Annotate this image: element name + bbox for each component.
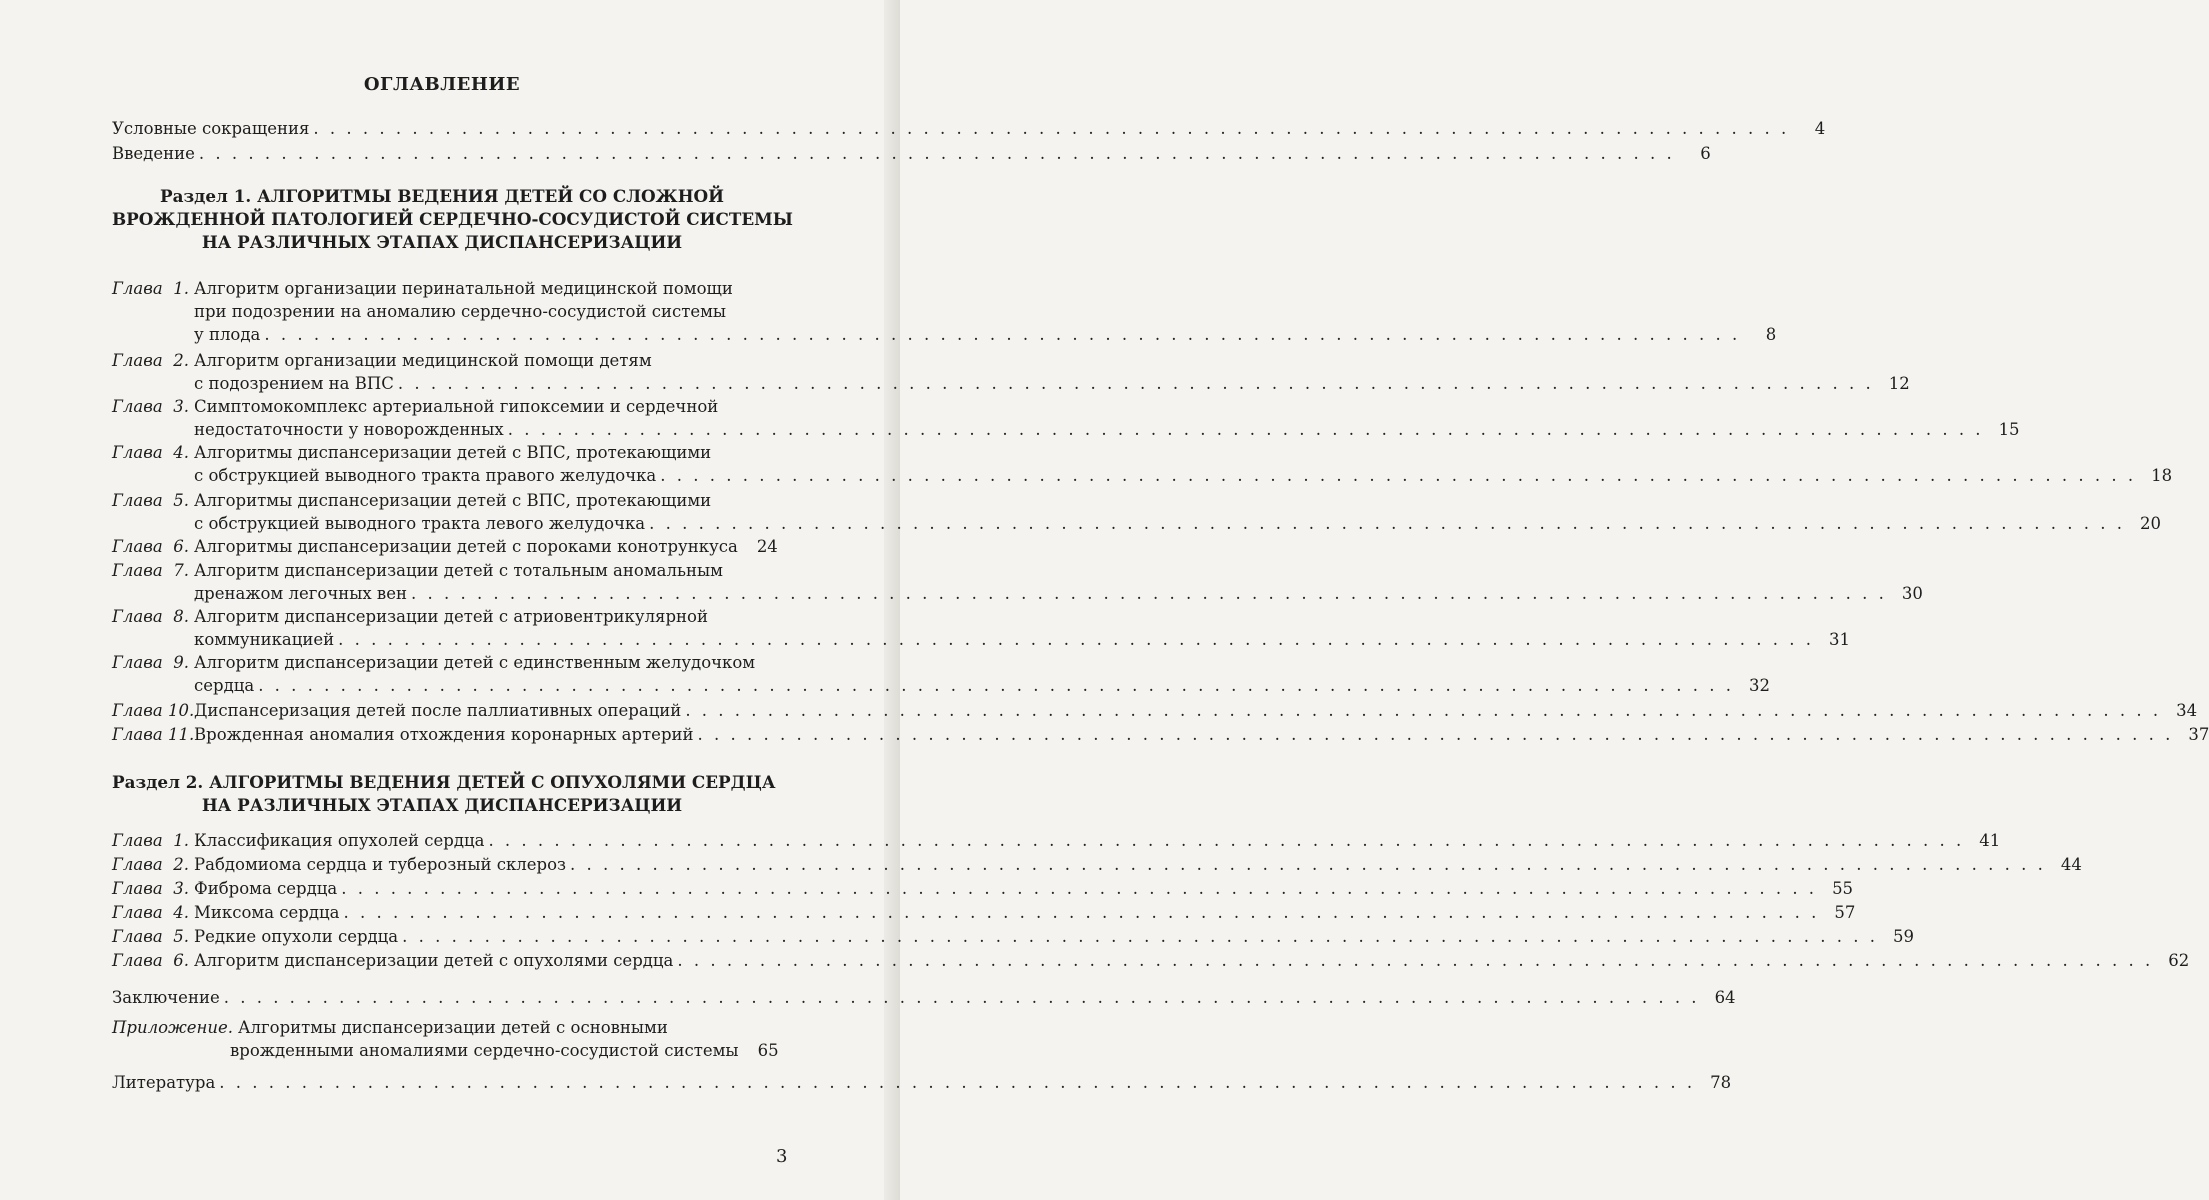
dot-leader: . . . . . . . . . . . . . . . . . . . . . . . . . . . . . . . . . . . . . . . . . . . . . . . . . . . . . . . . . . . . . . . . . . . . . . . . . . . . . . . . . . . . . . . . . .	[697, 725, 2174, 744]
toc-entry-line	[112, 301, 772, 323]
section-heading-line: ВРОЖДЕННОЙ ПАТОЛОГИЕЙ СЕРДЕЧНО-СОСУДИСТОЙ СИСТЕМЫ	[112, 209, 793, 229]
entry-title: с обструкцией выводного тракта правого желудочка	[194, 466, 657, 485]
dot-leader: . . . . . . . . . . . . . . . . . . . . . . . . . . . . . . . . . . . . . . . . . . . . . . . . . . . . . . . . . . . . . . . . . . . . . . . . . . . . . . . . . . . . . . . . . .	[219, 1073, 1696, 1092]
chapter-label: Глава 11.	[112, 725, 195, 744]
chapter-label: Глава 5.	[112, 927, 189, 946]
toc-entry-line	[112, 278, 772, 300]
entry-page-number: 12	[1888, 374, 1910, 393]
dot-leader: . . . . . . . . . . . . . . . . . . . . . . . . . . . . . . . . . . . . . . . . . . . . . . . . . . . . . . . . . . . . . . . . . . . . . . . . . . . . . . . . . . . . . . . . . .	[397, 374, 1874, 393]
dot-leader: . . . . . . . . . . . . . . . . . . . . . . . . . . . . . . . . . . . . . . . . . . . . . . . . . . . . . . . . . . . . . . . . . . . . . . . . . . . . . . . . . . . . . . . . . .	[264, 325, 1741, 344]
dot-leader: . . . . . . . . . . . . . . . . . . . . . . . . . . . . . . . . . . . . . . . . . . . . . . . . . . . . . . . . . . . . . . . . . . . . . . . . . . . . . . . . . . . . . . . . . .	[570, 855, 2046, 874]
toc-entry-line	[112, 606, 772, 628]
entry-title: Миксома сердца	[194, 903, 340, 922]
dot-leader: . . . . . . . . . . . . . . . . . . . . . . . . . . . . . . . . . . . . . . . . . . . . . . . . . . . . . . . . . . . . . . . . . . . . . . . . . . . . . . . . . . . . . . . . . .	[649, 514, 2125, 533]
toc-entry	[112, 675, 1771, 697]
entry-page-number: 57	[1834, 903, 1856, 922]
entry-title: Классификация опухолей сердца	[194, 831, 485, 850]
entry-title: недостаточности у новорожденных	[194, 420, 504, 439]
toc-entry-line	[112, 560, 772, 582]
entry-page-number: 37	[2188, 725, 2209, 744]
entry-title: Алгоритм диспансеризации детей с единственным желудочком	[194, 653, 756, 672]
entry-title: Заключение	[112, 988, 220, 1007]
toc-entry	[112, 536, 778, 558]
entry-page-number: 31	[1828, 630, 1850, 649]
dot-leader: . . . . . . . . . . . . . . . . . . . . . . . . . . . . . . . . . . . . . . . . . . . . . . . . . . . . . . . . . . . . . . . . . . . . . . . . . . . . . . . . . . . . . . . . . .	[341, 879, 1818, 898]
entry-title: с обструкцией выводного тракта левого желудочка	[194, 514, 646, 533]
entry-title: сердца	[194, 676, 255, 695]
entry-page-number: 62	[2168, 951, 2190, 970]
dot-leader: . . . . . . . . . . . . . . . . . . . . . . . . . . . . . . . . . . . . . . . . . . . . . . . . . . . . . . . . . . . . . . . . . . . . . . . . . . . . . . . . . . . . . . . . . .	[338, 630, 1814, 649]
toc-entry	[112, 902, 1856, 924]
toc-entry	[112, 143, 1711, 165]
entry-page-number: 44	[2060, 855, 2082, 874]
entry-title: Редкие опухоли сердца	[194, 927, 399, 946]
dot-leader: . . . . . . . . . . . . . . . . . . . . . . . . . . . . . . . . . . . . . . . . . . . . . . . . . . . . . . . . . . . . . . . . . . . . . . . . . . . . . . . . . . . . . . . . . .	[198, 144, 1675, 163]
entry-title: при подозрении на аномалию сердечно-сосудистой системы	[194, 302, 727, 321]
toc-entry	[112, 629, 1850, 651]
entry-title: Фиброма сердца	[194, 879, 338, 898]
dot-leader: . . . . . . . . . . . . . . . . . . . . . . . . . . . . . . . . . . . . . . . . . . . . . . . . . . . . . . . . . . . . . . . . . . . . . . . . . . . . . . . . . . . . . . . . . .	[660, 466, 2137, 485]
entry-page-number: 64	[1714, 988, 1736, 1007]
entry-page-number: 34	[2176, 701, 2198, 720]
entry-title: Алгоритм диспансеризации детей с атриовентрикулярной	[194, 607, 708, 626]
toc-entry	[112, 926, 1914, 948]
entry-page-number: 24	[756, 537, 778, 556]
entry-title: у плода	[194, 325, 261, 344]
chapter-label: Глава 4.	[112, 903, 189, 922]
toc-entry	[112, 513, 2161, 535]
toc-entry	[112, 1072, 1732, 1094]
chapter-label: Глава 1.	[112, 279, 189, 298]
entry-page-number: 20	[2139, 514, 2161, 533]
entry-title: Условные сокращения	[112, 119, 310, 138]
entry-title: Алгоритмы диспансеризации детей с пороками конотрункуса	[194, 537, 738, 556]
toc-entry	[112, 118, 1826, 140]
chapter-label: Глава 7.	[112, 561, 189, 580]
toc-entry	[112, 878, 1854, 900]
toc-entry	[112, 950, 2190, 972]
entry-title: Алгоритмы диспансеризации детей с основными	[238, 1018, 668, 1037]
chapter-label: Глава 3.	[112, 879, 189, 898]
section-heading-line: Раздел 2. АЛГОРИТМЫ ВЕДЕНИЯ ДЕТЕЙ С ОПУХОЛЯМИ СЕРДЦА	[112, 772, 776, 792]
dot-leader: . . . . . . . . . . . . . . . . . . . . . . . . . . . . . . . . . . . . . . . . . . . . . . . . . . . . . . . . . . . . . . . . . . . . . . . . . . . . . . . . . . . . . . . . . .	[677, 951, 2154, 970]
entry-page-number: 55	[1832, 879, 1854, 898]
entry-title: Алгоритмы диспансеризации детей с ВПС, протекающими	[194, 491, 712, 510]
entry-page-number: 41	[1979, 831, 2001, 850]
entry-page-number: 59	[1892, 927, 1914, 946]
chapter-label: Глава 1.	[112, 831, 189, 850]
dot-leader: . . . . . . . . . . . . . . . . . . . . . . . . . . . . . . . . . . . . . . . . . . . . . . . . . . . . . . . . . . . . . . . . . . . . . . . . . . . . . . . . . . . . . . . . . .	[313, 119, 1790, 138]
toc-entry-line	[112, 396, 772, 418]
toc-entry-line	[112, 490, 772, 512]
toc-entry-line	[112, 652, 772, 674]
entry-page-number: 78	[1710, 1073, 1732, 1092]
section-heading	[112, 185, 793, 254]
chapter-label: Глава 9.	[112, 653, 189, 672]
entry-page-number: 6	[1700, 144, 1711, 163]
entry-page-number: 4	[1814, 119, 1826, 138]
entry-title: Алгоритмы диспансеризации детей с ВПС, протекающими	[194, 443, 712, 462]
entry-title: Алгоритм организации перинатальной медицинской помощи	[194, 279, 733, 298]
chapter-label: Глава 8.	[112, 607, 189, 626]
entry-page-number: 30	[1901, 584, 1923, 603]
entry-title: Алгоритм диспансеризации детей с тотальным аномальным	[194, 561, 723, 580]
entry-title: Алгоритм организации медицинской помощи детям	[194, 351, 652, 370]
section-heading-line: НА РАЗЛИЧНЫХ ЭТАПАХ ДИСПАНСЕРИЗАЦИИ	[201, 232, 683, 252]
entry-title: дренажом легочных вен	[194, 584, 407, 603]
entry-title: Литература	[112, 1073, 216, 1092]
section-heading-line: Раздел 1. АЛГОРИТМЫ ВЕДЕНИЯ ДЕТЕЙ СО СЛОЖНОЙ	[159, 186, 725, 206]
entry-page-number: 65	[757, 1041, 779, 1060]
entry-title: Симптомокомплекс артериальной гипоксемии и сердечной	[194, 397, 719, 416]
chapter-label: Глава 2.	[112, 855, 189, 874]
toc-entry	[112, 419, 2020, 441]
chapter-label: Глава 4.	[112, 443, 189, 462]
toc-entry	[112, 700, 2198, 722]
toc-entry	[112, 1040, 779, 1062]
dot-leader: . . . . . . . . . . . . . . . . . . . . . . . . . . . . . . . . . . . . . . . . . . . . . . . . . . . . . . . . . . . . . . . . . . . . . . . . . . . . . . . . . . . . . . . . . .	[685, 701, 2162, 720]
chapter-label: Глава 6.	[112, 951, 189, 970]
entry-page-number: 15	[1998, 420, 2020, 439]
entry-title: Введение	[112, 144, 195, 163]
dot-leader: . . . . . . . . . . . . . . . . . . . . . . . . . . . . . . . . . . . . . . . . . . . . . . . . . . . . . . . . . . . . . . . . . . . . . . . . . . . . . . . . . . . . . . . . . .	[410, 584, 1887, 603]
chapter-label: Глава 10.	[112, 701, 195, 720]
dot-leader: . . . . . . . . . . . . . . . . . . . . . . . . . . . . . . . . . . . . . . . . . . . . . . . . . . . . . . . . . . . . . . . . . . . . . . . . . . . . . . . . . . . . . . . . . .	[488, 831, 1965, 850]
chapter-label: Глава 6.	[112, 537, 189, 556]
dot-leader: . . . . . . . . . . . . . . . . . . . . . . . . . . . . . . . . . . . . . . . . . . . . . . . . . . . . . . . . . . . . . . . . . . . . . . . . . . . . . . . . . . . . . . . . . .	[223, 988, 1700, 1007]
entry-title: Алгоритм диспансеризации детей с опухолями сердца	[194, 951, 674, 970]
toc-entry	[112, 583, 1923, 605]
section-heading-line: НА РАЗЛИЧНЫХ ЭТАПАХ ДИСПАНСЕРИЗАЦИИ	[201, 795, 683, 815]
toc-entry-line	[112, 1017, 772, 1039]
page-title: ОГЛАВЛЕНИЕ	[363, 74, 521, 95]
chapter-label: Глава 2.	[112, 351, 189, 370]
entry-title: Рабдомиома сердца и туберозный склероз	[194, 855, 567, 874]
dot-leader: . . . . . . . . . . . . . . . . . . . . . . . . . . . . . . . . . . . . . . . . . . . . . . . . . . . . . . . . . . . . . . . . . . . . . . . . . . . . . . . . . . . . . . . . . .	[343, 903, 1820, 922]
section-heading	[112, 771, 776, 817]
toc-entry	[112, 373, 1910, 395]
toc-entry-line	[112, 442, 772, 464]
dot-leader: . . . . . . . . . . . . . . . . . . . . . . . . . . . . . . . . . . . . . . . . . . . . . . . . . . . . . . . . . . . . . . . . . . . . . . . . . . . . . . . . . . . . . . . . . .	[258, 676, 1735, 695]
entry-title: врожденными аномалиями сердечно-сосудистой системы	[230, 1041, 739, 1060]
toc-entry	[112, 324, 1777, 346]
appendix-label: Приложение.	[112, 1018, 234, 1037]
entry-title: Врожденная аномалия отхождения коронарных артерий	[194, 725, 694, 744]
toc-entry-line	[112, 350, 772, 372]
entry-title: Диспансеризация детей после паллиативных операций	[194, 701, 682, 720]
toc-entry	[112, 830, 2001, 852]
entry-title: с подозрением на ВПС	[194, 374, 394, 393]
entry-page-number: 32	[1749, 676, 1771, 695]
toc-entry	[112, 854, 2082, 876]
dot-leader: . . . . . . . . . . . . . . . . . . . . . . . . . . . . . . . . . . . . . . . . . . . . . . . . . . . . . . . . . . . . . . . . . . . . . . . . . . . . . . . . . . . . . . . . . .	[402, 927, 1878, 946]
chapter-label: Глава 5.	[112, 491, 189, 510]
dot-leader: . . . . . . . . . . . . . . . . . . . . . . . . . . . . . . . . . . . . . . . . . . . . . . . . . . . . . . . . . . . . . . . . . . . . . . . . . . . . . . . . . . . . . . . . . .	[507, 420, 1984, 439]
chapter-label: Глава 3.	[112, 397, 189, 416]
page-number: 3	[776, 1146, 788, 1167]
toc-entry	[112, 465, 2173, 487]
toc-entry	[112, 724, 2209, 746]
entry-page-number: 18	[2151, 466, 2173, 485]
toc-entry	[112, 987, 1736, 1009]
entry-title: коммуникацией	[194, 630, 335, 649]
entry-page-number: 8	[1765, 325, 1777, 344]
